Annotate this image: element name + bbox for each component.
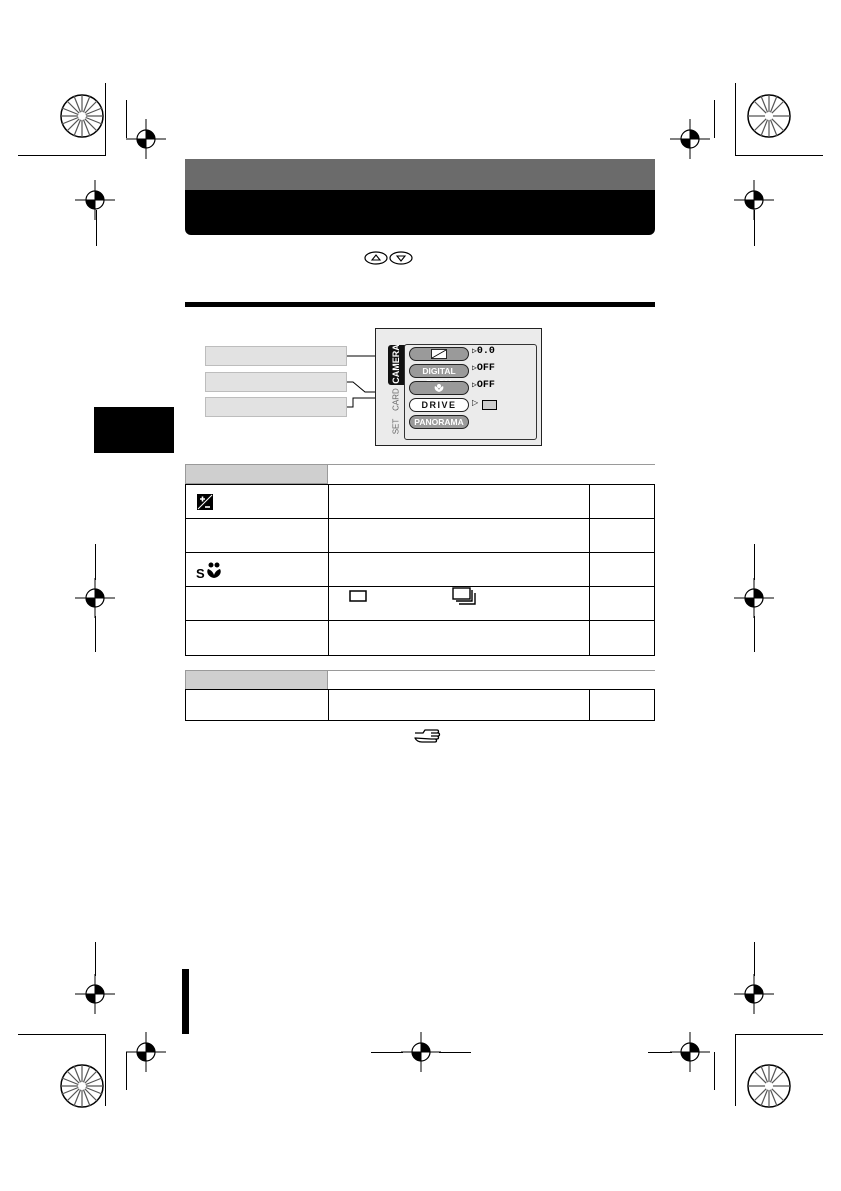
row-label-cell (186, 690, 329, 720)
row-label-cell (186, 621, 329, 655)
page-title-band (185, 190, 655, 235)
table-row (185, 689, 655, 721)
lcd-tab-strip (388, 345, 405, 441)
tab-card[interactable] (388, 386, 405, 414)
play-arrow-icon: ▷ (472, 364, 477, 373)
target-mark (401, 1032, 441, 1072)
card-table-header (185, 670, 328, 690)
target-mark (126, 1032, 166, 1072)
exposure-compensation-icon (197, 494, 213, 510)
menu-label-card (205, 372, 347, 392)
lcd-value-drive (472, 397, 516, 411)
lcd-value-digital-zoom (472, 363, 516, 377)
play-arrow-icon: ▷ (472, 398, 479, 407)
target-mark (75, 578, 115, 618)
macro-value: OFF (476, 380, 495, 391)
target-mark (75, 974, 115, 1014)
play-arrow-icon: ▷ (472, 381, 477, 390)
section-header-band (185, 159, 655, 190)
camera-table-header-line (328, 464, 655, 465)
super-macro-icon (196, 560, 226, 580)
color-wheel-mark-top-right (746, 93, 792, 139)
row-label-cell (186, 519, 329, 552)
play-arrow-icon: ▷ (472, 347, 477, 356)
lcd-item-panorama[interactable] (409, 415, 469, 429)
table-row (185, 621, 655, 656)
target-mark (670, 119, 710, 159)
tab-card-label: CARD (391, 388, 401, 411)
svg-text:S: S (196, 566, 205, 580)
lcd-item-digital-zoom[interactable] (409, 364, 469, 378)
single-frame-icon (349, 590, 367, 602)
sequential-shooting-icon (452, 587, 478, 605)
row-label-cell (186, 587, 329, 620)
card-table-header-line (328, 670, 655, 671)
target-mark (670, 1032, 710, 1072)
exposure-compensation-icon (431, 349, 447, 359)
chapter-side-tab (94, 407, 174, 453)
target-mark (75, 180, 115, 220)
panorama-label: PANORAMA (414, 417, 464, 427)
camera-table-header (185, 464, 328, 484)
lcd-item-drive[interactable] (409, 398, 469, 412)
menu-label-camera (205, 346, 347, 366)
table-row (185, 553, 655, 587)
lcd-value-exposure (472, 346, 516, 360)
lcd-item-macro[interactable] (409, 381, 469, 395)
drive-label: DRIVE (421, 400, 457, 410)
exposure-value: 0.0 (476, 346, 495, 357)
up-down-arrow-buttons-icon (363, 251, 415, 265)
footer-page-bar (182, 969, 189, 1034)
section-rule (185, 302, 655, 307)
tab-set[interactable] (388, 415, 405, 439)
color-wheel-mark-bottom-right (746, 1063, 792, 1109)
table-row (185, 587, 655, 621)
lcd-menu-screen (375, 328, 542, 446)
tab-camera-label: CAMERA (391, 344, 401, 384)
target-mark (734, 974, 774, 1014)
table-row (185, 484, 655, 519)
color-wheel-mark-top-left (59, 93, 105, 139)
table-row (185, 519, 655, 553)
digital-zoom-value: OFF (476, 363, 495, 374)
target-mark (734, 578, 774, 618)
pointing-hand-icon (413, 726, 443, 744)
color-wheel-mark-bottom-left (59, 1063, 105, 1109)
tab-camera[interactable] (388, 345, 405, 385)
target-mark (126, 119, 166, 159)
lcd-item-exposure[interactable] (409, 347, 469, 361)
lcd-value-macro (472, 380, 516, 394)
super-macro-icon (432, 383, 446, 393)
tab-set-label: SET (391, 418, 401, 435)
row-label-cell (186, 553, 329, 586)
menu-label-set (205, 397, 347, 417)
digital-zoom-label: DIGITAL (422, 366, 456, 376)
single-frame-icon (482, 400, 497, 410)
row-label-cell (186, 485, 329, 518)
